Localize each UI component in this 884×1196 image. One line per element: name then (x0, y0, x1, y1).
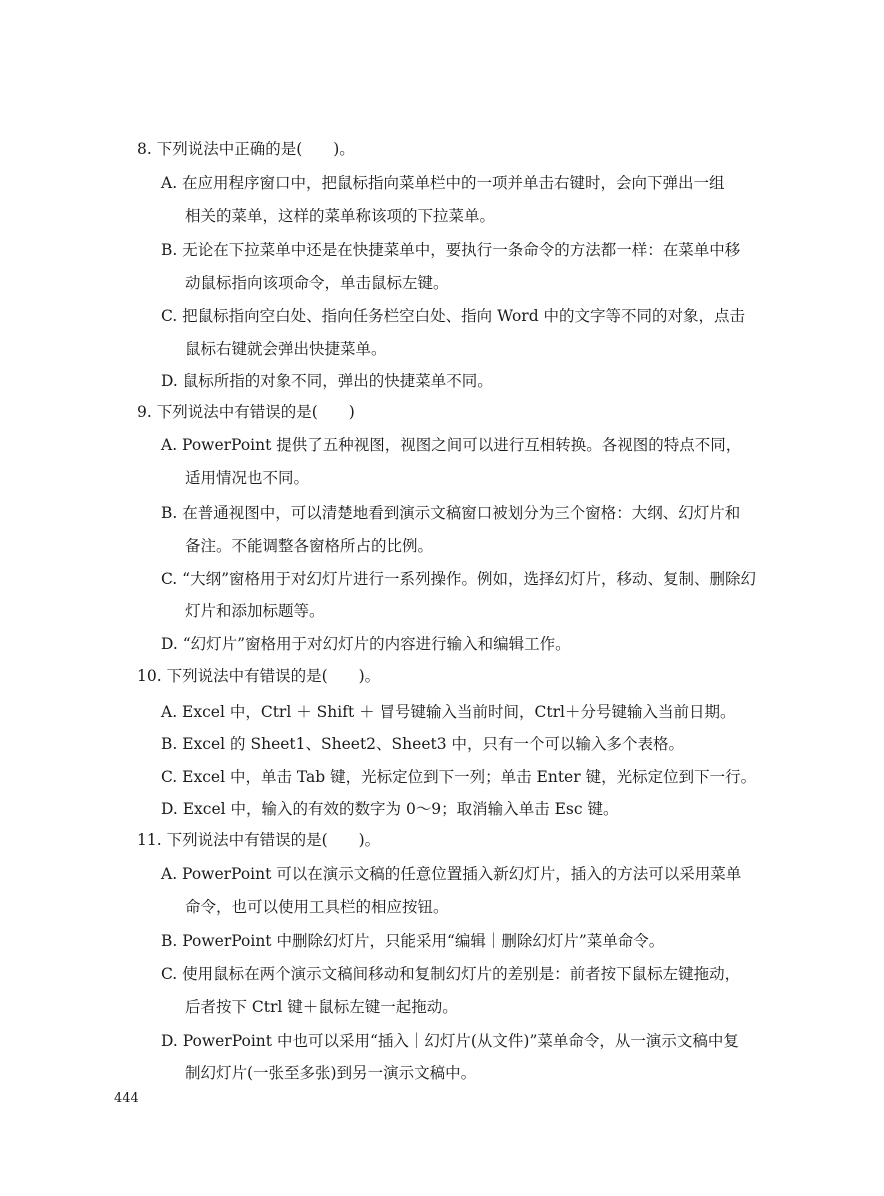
option-line: C. Excel 中，单击 Tab 键，光标定位到下一列；单击 Enter 键，光标定位到下一行。 (161, 768, 757, 786)
option-line: D. “幻灯片”窗格用于对幻灯片的内容进行输入和编辑工作。 (161, 635, 571, 653)
option-line: B. Excel 的 Sheet1、Sheet2、Sheet3 中，只有一个可以输入多个表格。 (161, 735, 685, 753)
question-stem: 11. 下列说法中有错误的是( )。 (137, 831, 381, 849)
option-line: A. Excel 中，Ctrl ＋ Shift ＋ 冒号键输入当前时间，Ctrl＋分号键输入当前日期。 (161, 703, 736, 721)
option-line: A. PowerPoint 提供了五种视图，视图之间可以进行互相转换。各视图的特点不同， (161, 436, 742, 454)
option-line: B. 无论在下拉菜单中还是在快捷菜单中，要执行一条命令的方法都一样：在菜单中移 (161, 241, 741, 259)
option-line: 鼠标右键就会弹出快捷菜单。 (185, 340, 387, 358)
option-line: D. PowerPoint 中也可以采用“插入｜幻灯片(从文件)”菜单命令，从一演示文稿中复 (161, 1032, 739, 1050)
option-line: A. PowerPoint 可以在演示文稿的任意位置插入新幻灯片，插入的方法可以采用菜单 (161, 865, 742, 883)
option-line: B. PowerPoint 中删除幻灯片，只能采用“编辑｜删除幻灯片”菜单命令。 (161, 932, 665, 950)
option-line: A. 在应用程序窗口中，把鼠标指向菜单栏中的一项并单击右键时，会向下弹出一组 (161, 174, 725, 192)
option-line: C. “大纲”窗格用于对幻灯片进行一系列操作。例如，选择幻灯片，移动、复制、删除幻 (161, 570, 757, 588)
question-stem: 8. 下列说法中正确的是( )。 (137, 140, 355, 158)
option-line: 灯片和添加标题等。 (185, 602, 325, 620)
question-stem: 10. 下列说法中有错误的是( )。 (137, 667, 381, 685)
option-line: 后者按下 Ctrl 键＋鼠标左键一起拖动。 (185, 998, 458, 1016)
option-line: D. Excel 中，输入的有效的数字为 0～9；取消输入单击 Esc 键。 (161, 800, 619, 818)
option-line: 备注。不能调整各窗格所占的比例。 (185, 537, 434, 555)
page-number: 444 (114, 1091, 139, 1106)
option-line: C. 把鼠标指向空白处、指向任务栏空白处、指向 Word 中的文字等不同的对象，点击 (161, 307, 746, 325)
option-line: 命令，也可以使用工具栏的相应按钮。 (185, 898, 449, 916)
option-line: 制幻灯片(一张至多张)到另一演示文稿中。 (185, 1064, 477, 1082)
option-line: B. 在普通视图中，可以清楚地看到演示文稿窗口被划分为三个窗格：大纲、幻灯片和 (161, 504, 741, 522)
option-line: 动鼠标指向该项命令，单击鼠标左键。 (185, 274, 449, 292)
question-stem: 9. 下列说法中有错误的是( ) (137, 403, 355, 421)
option-line: 适用情况也不同。 (185, 469, 310, 487)
option-line: 相关的菜单，这样的菜单称该项的下拉菜单。 (185, 207, 496, 225)
option-line: D. 鼠标所指的对象不同，弹出的快捷菜单不同。 (161, 372, 493, 390)
option-line: C. 使用鼠标在两个演示文稿间移动和复制幻灯片的差别是：前者按下鼠标左键拖动， (161, 965, 741, 983)
